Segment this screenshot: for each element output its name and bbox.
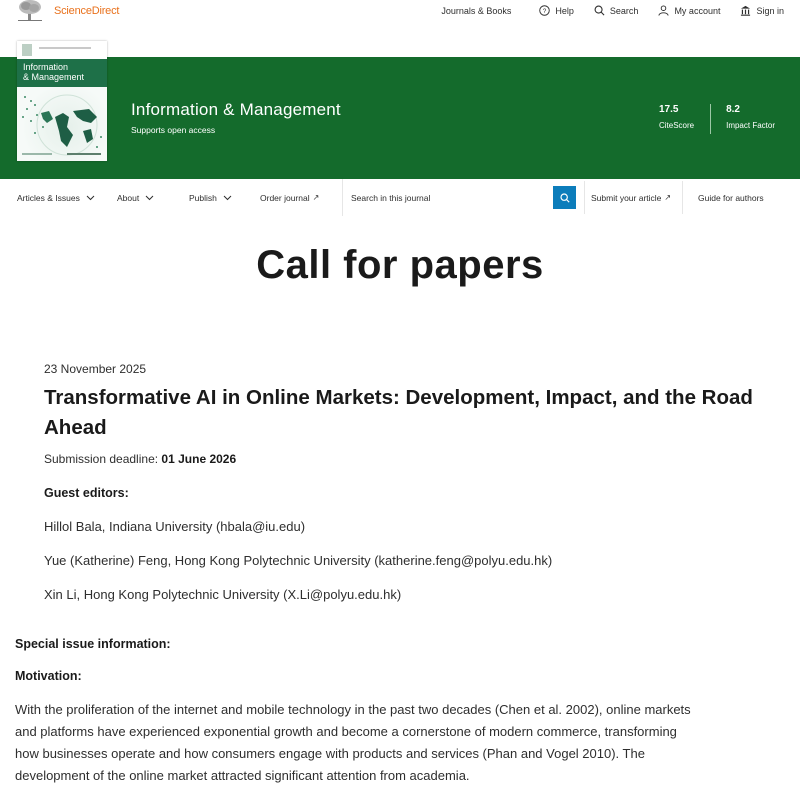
publish-label: Publish <box>189 192 217 203</box>
help-label: Help <box>555 5 574 16</box>
top-nav <box>441 5 784 16</box>
citescore-value: 17.5 <box>658 104 679 115</box>
citescore-label: CiteScore <box>658 121 695 130</box>
journal-title[interactable]: Information & Management <box>131 100 341 119</box>
chevron-down-icon <box>86 195 95 201</box>
cover-meta-lines <box>39 47 91 49</box>
about-menu[interactable] <box>117 179 154 216</box>
cover-title-line1: Information <box>23 62 69 72</box>
impact-factor-value: 8.2 <box>726 104 740 115</box>
order-journal-label: Order journal <box>260 192 310 203</box>
sign-in-link[interactable] <box>740 5 784 16</box>
brand-name: ScienceDirect <box>54 5 120 17</box>
page-title: Call for papers <box>256 243 544 287</box>
elsevier-tree-icon <box>16 0 44 22</box>
my-account-label: My account <box>674 5 721 16</box>
chevron-down-icon <box>145 195 154 201</box>
help-icon <box>539 5 550 16</box>
open-access-note: Supports open access <box>131 125 216 135</box>
publish-date: 23 November 2025 <box>44 362 147 376</box>
nav-divider <box>682 181 683 214</box>
special-issue-heading: Special issue information: <box>15 637 171 651</box>
paragraph-line: With the proliferation of the internet and mobile technology in the past two decades (Chen et al. 2002), online markets <box>15 702 691 717</box>
impact-factor-metric[interactable] <box>726 104 775 130</box>
motivation-heading: Motivation: <box>15 669 82 683</box>
paragraph-line: how businesses operate and how consumers engage with products and services (Phan and Vogel 2010). The <box>15 746 645 761</box>
impact-factor-label: Impact Factor <box>726 121 775 130</box>
external-link-icon: ↗ <box>664 193 672 202</box>
citescore-metric[interactable] <box>659 104 694 130</box>
journal-search-button[interactable] <box>553 186 576 209</box>
call-for-papers-title: Transformative AI in Online Markets: Development, Impact, and the Road Ahead <box>44 386 753 439</box>
external-link-icon: ↗ <box>312 193 320 202</box>
paragraph-line: and platforms have experienced exponential growth and become a cornerstone of modern commerce, transforming <box>15 724 677 739</box>
journal-metrics <box>659 104 775 134</box>
top-bar <box>0 0 800 57</box>
world-map-illustration <box>17 87 107 161</box>
cover-title <box>17 59 107 87</box>
paragraph-line: development of the online market attracted significant attention from academia. <box>15 768 470 783</box>
order-journal-link[interactable] <box>260 179 319 216</box>
journal-cover-image[interactable] <box>17 41 107 161</box>
search-icon <box>560 193 570 203</box>
submit-article-link[interactable] <box>591 179 671 216</box>
editor-item: Yue (Katherine) Feng, Hong Kong Polytechnic University (katherine.feng@polyu.edu.hk) <box>44 553 553 568</box>
chevron-down-icon <box>223 195 232 201</box>
search-label: Search <box>609 5 639 16</box>
institution-icon <box>740 5 751 16</box>
journals-books-label: Journals & Books <box>441 5 512 16</box>
help-link[interactable] <box>539 5 574 16</box>
deadline-value: 01 June 2026 <box>161 452 237 466</box>
journal-search-input[interactable] <box>351 189 541 206</box>
about-label: About <box>117 192 140 203</box>
metric-divider <box>710 104 711 134</box>
guide-for-authors-label: Guide for authors <box>698 192 764 203</box>
publish-menu[interactable] <box>189 179 232 216</box>
journal-nav <box>0 179 800 216</box>
guide-for-authors-link[interactable] <box>698 179 764 216</box>
user-icon <box>658 5 669 16</box>
articles-issues-label: Articles & Issues <box>17 192 80 203</box>
cover-title-line2: & Management <box>23 72 85 82</box>
articles-issues-menu[interactable] <box>17 179 95 216</box>
deadline-label: Submission deadline: <box>44 452 159 466</box>
submit-article-label: Submit your article <box>591 192 662 203</box>
cover-header <box>17 41 107 59</box>
sciencedirect-logo[interactable] <box>16 0 120 22</box>
nav-divider <box>584 181 585 214</box>
journals-books-link[interactable] <box>441 6 511 16</box>
search-link[interactable] <box>594 5 639 16</box>
svg-text:?: ? <box>543 7 547 15</box>
editor-item: Xin Li, Hong Kong Polytechnic University (X.Li@polyu.edu.hk) <box>44 587 402 602</box>
guest-editors-heading: Guest editors: <box>44 486 129 500</box>
motivation-paragraph <box>15 699 735 787</box>
editor-item: Hillol Bala, Indiana University (hbala@iu.edu) <box>44 519 306 534</box>
journal-banner <box>0 57 800 179</box>
sign-in-label: Sign in <box>756 5 784 16</box>
my-account-link[interactable] <box>658 5 720 16</box>
search-icon <box>594 5 605 16</box>
elsevier-logo-icon <box>22 44 32 56</box>
journal-search <box>342 179 582 216</box>
submission-deadline <box>44 452 236 466</box>
